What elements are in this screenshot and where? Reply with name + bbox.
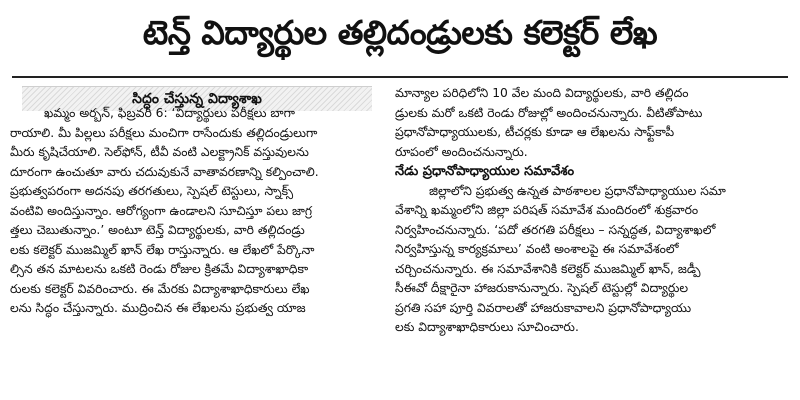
paragraph-line: రులకు కలెక్టర్ వివరించారు. ఈ మేరకు విద్యాశాఖాధికారులు లేఖ <box>10 281 310 296</box>
paragraph-line: డ్రులకు మరో ఒకటి రెండు రోజుల్లో అందించనున్నారు. వీటితోపాటు <box>395 105 703 120</box>
paragraph-line: వంటివి అందిస్తున్నాం. ఆరోగ్యంగా ఉండాలని సూచిస్తూ పలు జాగ్ర <box>10 203 313 218</box>
headline-divider <box>12 76 788 78</box>
paragraph-line: లకు కలెక్టర్ ముజమ్మిల్ ఖాన్ లేఖ రాస్తున్నారు. ఆ లేఖలో పేర్కొనా <box>10 242 315 257</box>
paragraph-line: వేశాన్ని ఖమ్మంలోని జిల్లా పరిషత్ సమావేశ మందిరంలో శుక్రవారం <box>395 203 699 217</box>
paragraph-line: సీఈవో దీక్షారైనా హాజరుకానున్నారు. స్పెషల్ టెస్టుల్లో విద్యార్థుల <box>395 281 689 295</box>
paragraph-line: చర్చించనున్నారు. ఈ సమావేశానికి కలెక్టర్ ముజమ్మిల్ ఖాన్, జడ్పీ <box>395 261 701 276</box>
paragraph-line: లకు విద్యాశాఖాధికారులు సూచించారు. <box>395 320 579 334</box>
paragraph-line: ప్రభుత్వపరంగా అదనపు తరగతులు, స్పెషల్ టెస్టులు, స్నాక్స్ <box>10 184 294 198</box>
paragraph-line: లను సిద్ధం చేస్తున్నారు. ముద్రించిన ఈ లేఖలను ప్రభుత్వ యాజ <box>10 301 306 315</box>
paragraph-line: ఖమ్మం అర్బన్, ఫిబ్రవరి 6: ‘విద్యార్థులు పరీక్షలు బాగా <box>44 106 295 120</box>
paragraph-line: ల్సిన తన మాటలను ఒకటి రెండు రోజుల క్రితమే విద్యాశాఖాధికా <box>10 262 309 276</box>
paragraph-line: మీరు కృషిచేయాలి. సెల్‌ఫోన్, టీవీ వంటి ఎలక్ట్రానిక్ వస్తువులను <box>10 145 309 159</box>
paragraph-line: ప్రగతి సహా పూర్తి వివరాలతో హాజరుకావాలని ప్రధానోపాధ్యాయు <box>395 300 692 315</box>
subheading: సిద్ధం చేస్తున్న విద్యాశాఖ <box>132 91 262 107</box>
paragraph-line: జిల్లాలోని ప్రభుత్వ ఉన్నత పాఠశాలల ప్రధానోపాధ్యాయుల సమా <box>429 183 726 198</box>
paragraph-line: నిర్వహిస్తున్న కార్యక్రమాలు’ వంటి అంశాలపై ఈ సమావేశంలో <box>395 242 679 256</box>
right-column <box>395 84 790 338</box>
section-heading: నేడు ప్రధానోపాధ్యాయుల సమావేశం <box>395 164 575 179</box>
paragraph-line: మాన్యాల పరిధిలోని 10 వేల మంది విద్యార్థులకు, వారి తల్లిదం <box>395 86 689 100</box>
left-column <box>10 104 375 319</box>
paragraph-line: దూరంగా ఉంచుతూ వారు చదువుకునే వాతావరణాన్ని కల్పించాలి. <box>10 164 319 179</box>
paragraph-line: రాయాలి. మీ పిల్లలు పరీక్షలు మంచిగా రాసేందుకు తల్లిదండ్రులుగా <box>10 125 318 140</box>
paragraph-line: నిర్వహించనున్నారు. ‘పదో తరగతి పరీక్షలు – సన్నద్ధత, విద్యాశాఖలో <box>395 222 716 237</box>
headline: టెన్త్ విద్యార్థుల తల్లిదండ్రులకు కలెక్టర్ లేఖ <box>142 13 658 52</box>
paragraph-line: త్తలు చెబుతున్నాం.’ అంటూ టెన్త్ విద్యార్థులకు, వారి తల్లిదండ్రు <box>10 223 305 237</box>
paragraph-line: రూపంలో అందించనున్నారు. <box>395 144 528 159</box>
paragraph-line: ప్రధానోపాధ్యాయులకు, టీచర్లకు కూడా ఆ లేఖలను సాఫ్ట్‌కాపీ <box>395 125 675 139</box>
